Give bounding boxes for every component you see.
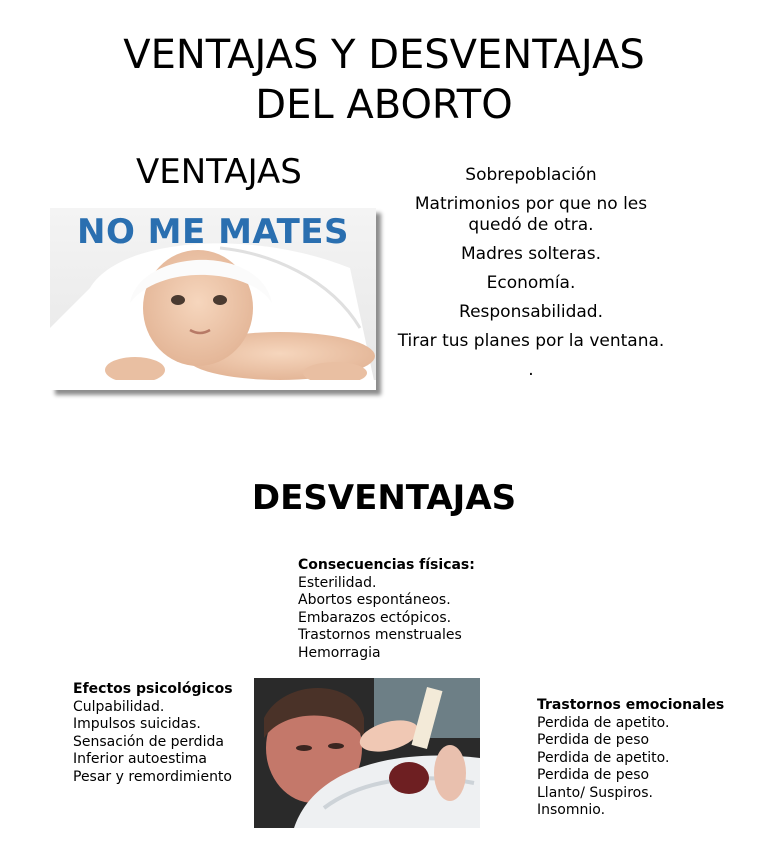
mother-newborn-photo — [254, 678, 480, 828]
baby-poster-image — [50, 208, 376, 390]
ventajas-item: Tirar tus planes por la ventana. — [397, 331, 665, 351]
list-item: Pesar y remordimiento — [73, 768, 232, 785]
list-item: Abortos espontáneos. — [298, 592, 451, 608]
ventajas-list — [386, 165, 676, 389]
efectos-psicologicos-header: Efectos psicológicos — [73, 681, 233, 697]
list-item: Inferior autoestima — [73, 751, 207, 767]
list-item: Embarazos ectópicos. — [298, 609, 452, 626]
consecuencias-fisicas-header: Consecuencias físicas: — [298, 557, 475, 573]
list-item: Sensación de perdida — [73, 733, 224, 750]
list-item: Perdida de apetito. — [537, 749, 670, 766]
consecuencias-fisicas-block — [298, 557, 475, 662]
mother-newborn-illustration — [254, 678, 480, 828]
ventajas-item: Economía. — [486, 273, 576, 293]
ventajas-item: Sobrepoblación — [465, 165, 597, 185]
trastornos-emocionales-block — [537, 697, 724, 820]
list-item: Trastornos menstruales — [298, 627, 462, 643]
list-item: Llanto/ Suspiros. — [537, 784, 653, 801]
poster-text: NO ME MATES — [76, 212, 349, 252]
list-item: Perdida de peso — [537, 767, 650, 783]
list-item: Perdida de peso — [537, 732, 650, 748]
page-title-line1: VENTAJAS Y DESVENTAJAS — [123, 32, 645, 78]
desventajas-heading: DESVENTAJAS — [251, 478, 517, 518]
page-title — [0, 30, 768, 130]
list-item: Hemorragia — [298, 644, 381, 661]
ventajas-heading: VENTAJAS — [136, 152, 302, 192]
ventajas-item: . — [528, 360, 534, 380]
ventajas-item: Responsabilidad. — [459, 302, 603, 322]
page-title-line2: DEL ABORTO — [255, 82, 513, 128]
ventajas-item: Madres solteras. — [461, 244, 601, 264]
trastornos-emocionales-header: Trastornos emocionales — [537, 697, 725, 713]
list-item: Esterilidad. — [298, 574, 377, 591]
list-item: Culpabilidad. — [73, 698, 165, 715]
ventajas-item: Matrimonios por que no les quedó de otra. — [414, 194, 648, 235]
efectos-psicologicos-block — [73, 681, 233, 786]
list-item: Impulsos suicidas. — [73, 716, 201, 732]
list-item: Perdida de apetito. — [537, 714, 670, 731]
list-item: Insomnio. — [537, 802, 606, 818]
